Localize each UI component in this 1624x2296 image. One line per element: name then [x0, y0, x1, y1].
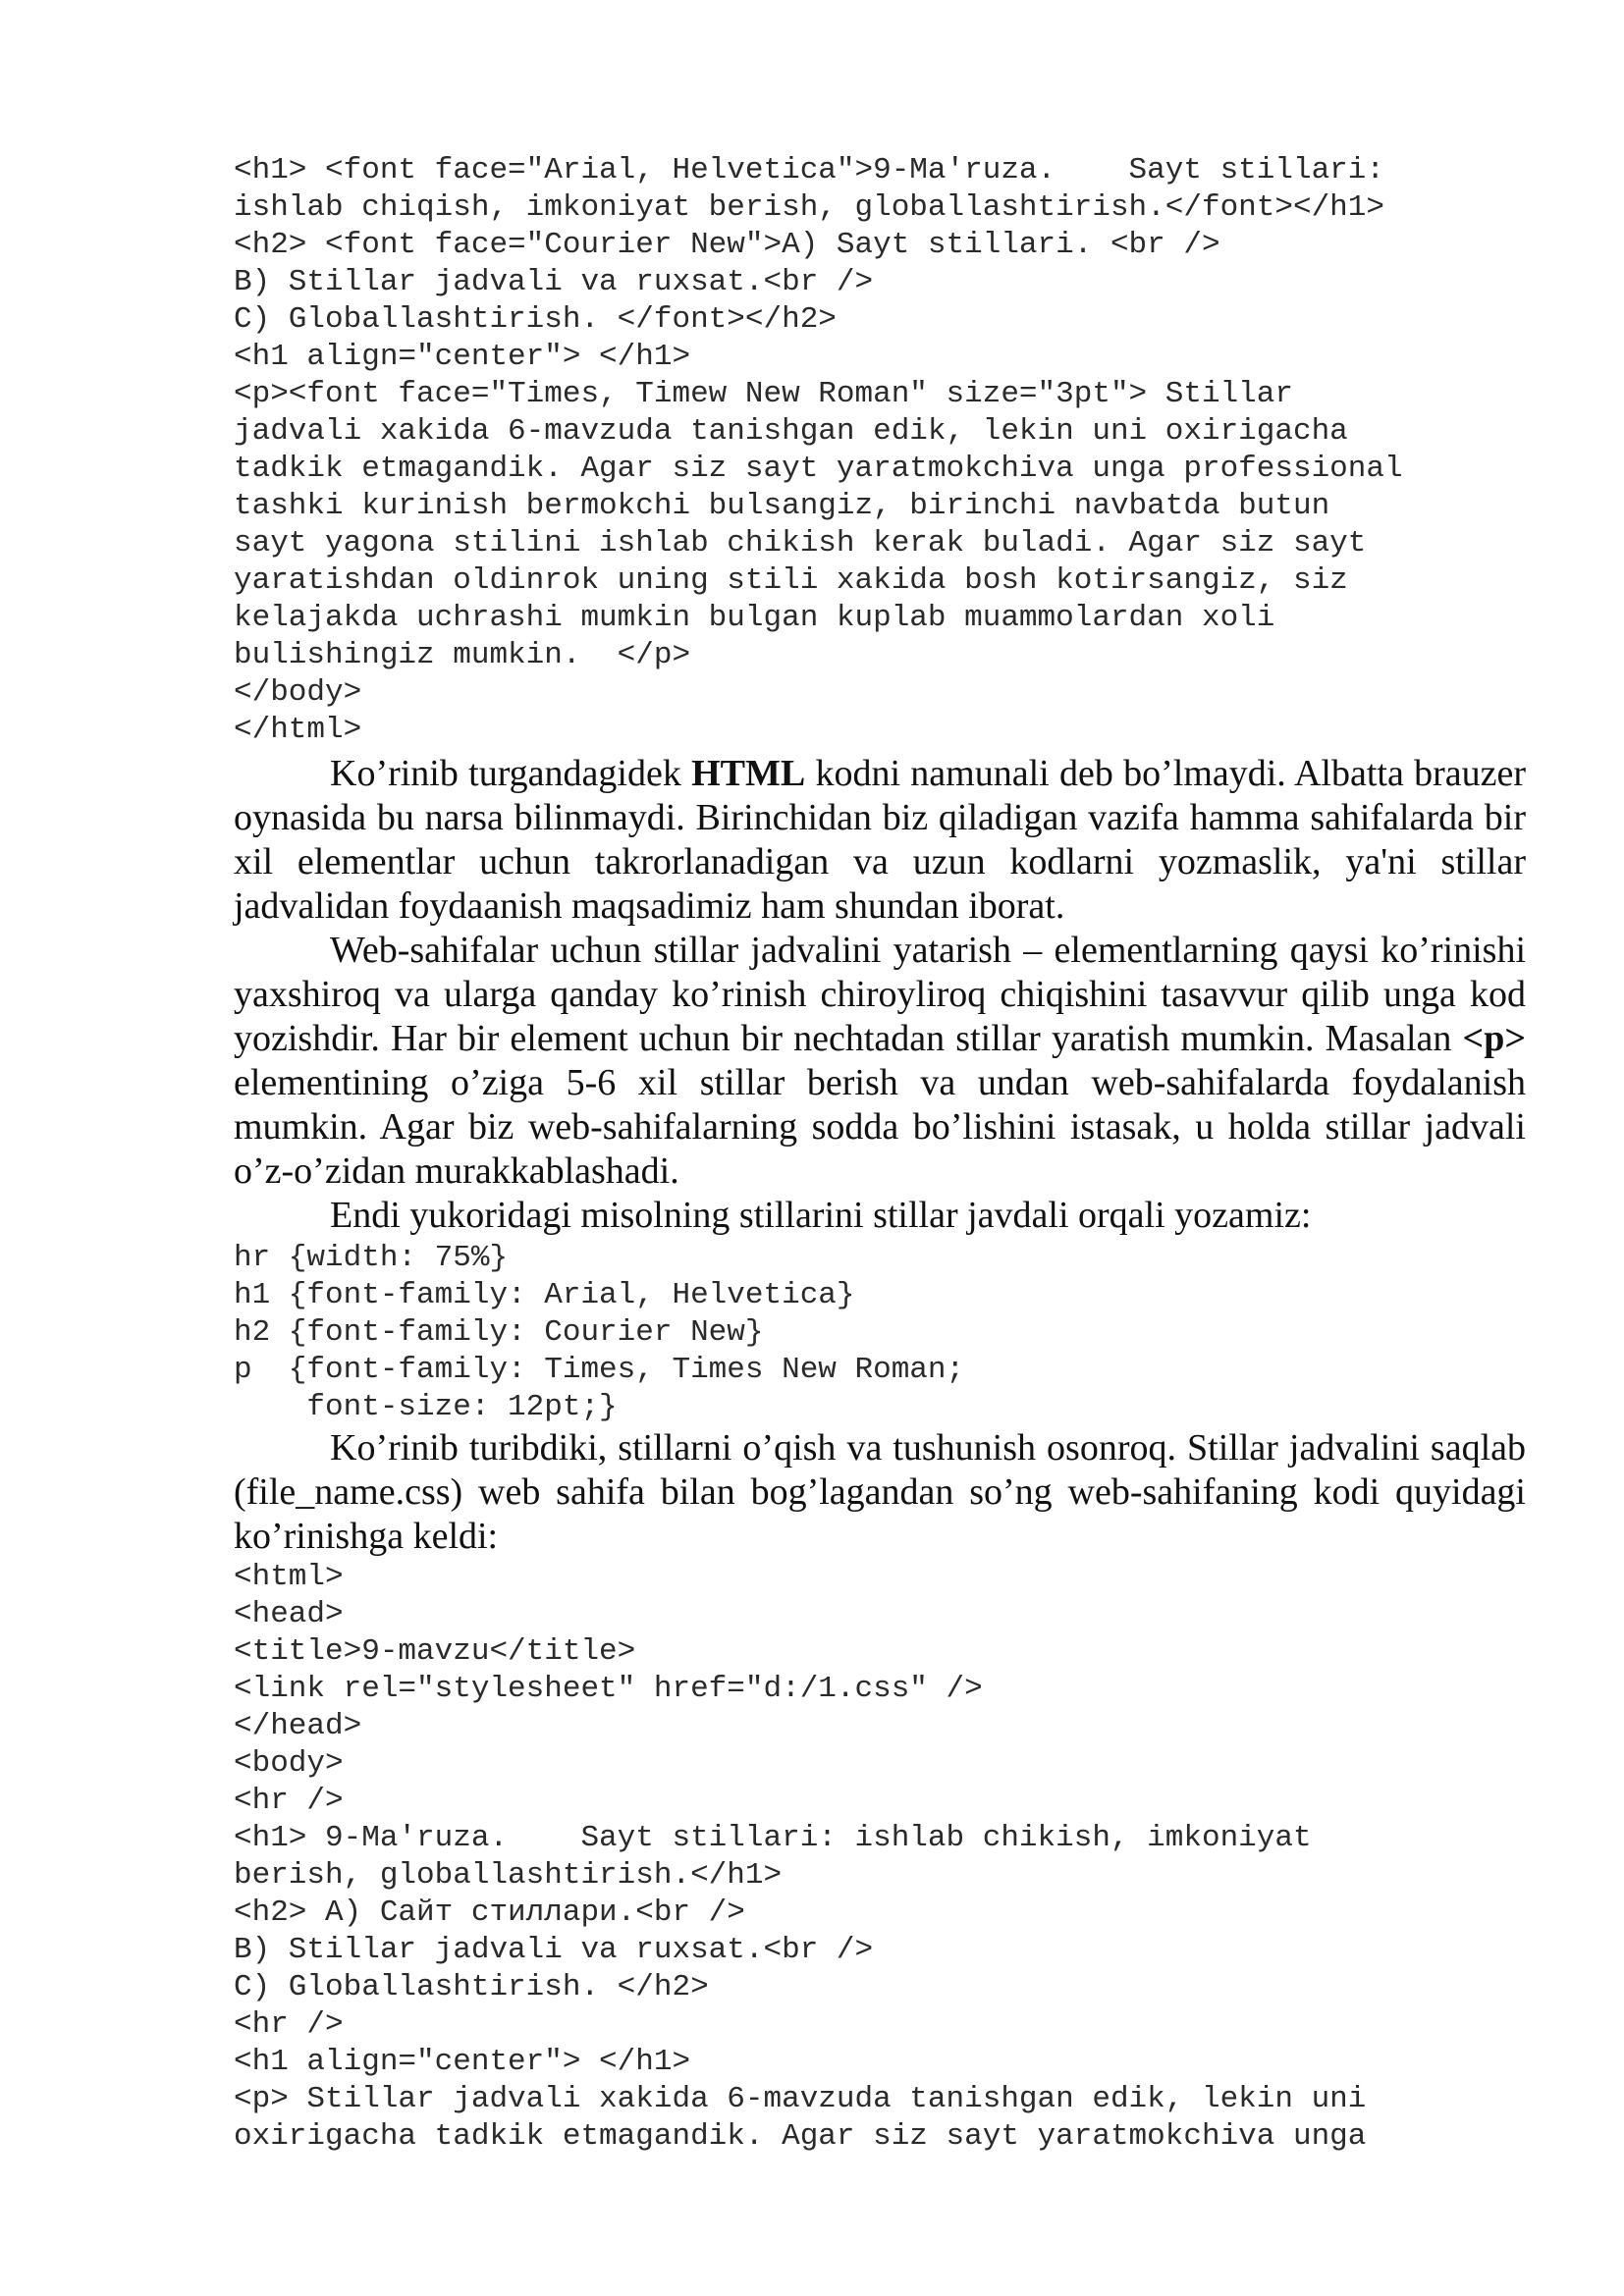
code-line: </head> — [234, 1709, 362, 1743]
code-line: jadvali xakida 6-mavzuda tanishgan edik, lekin uni oxirigacha — [234, 414, 1348, 449]
code-line: h2 {font-family: Courier New} — [234, 1315, 764, 1350]
code-block-html-source — [234, 152, 1526, 749]
code-line: <h2> <font face="Courier New">A) Sayt stillari. <br /> — [234, 228, 1220, 262]
code-line: <link rel="stylesheet" href="d:/1.css" /> — [234, 1672, 983, 1706]
code-line: <h1> 9-Ma'ruza. Sayt stillari: ishlab chikish, imkoniyat — [234, 1821, 1312, 1855]
code-line: <html> — [234, 1560, 344, 1594]
code-line: h1 {font-family: Arial, Helvetica} — [234, 1278, 855, 1312]
code-line: <p> Stillar jadvali xakida 6-mavzuda tanishgan edik, lekin uni — [234, 2082, 1367, 2116]
code-line: font-size: 12pt;} — [234, 1390, 618, 1424]
bold-term: HTML — [691, 753, 806, 794]
code-line: <head> — [234, 1597, 344, 1631]
code-line: bulishingiz mumkin. </p> — [234, 638, 691, 672]
code-line: <h1> <font face="Arial, Helvetica">9-Ma'ruza. Sayt stillari: — [234, 153, 1384, 187]
code-line: B) Stillar jadvali va ruxsat.<br /> — [234, 1933, 874, 1967]
code-line: p {font-family: Times, Times New Roman; — [234, 1353, 965, 1387]
code-line: sayt yagona stilini ishlab chikish kerak buladi. Agar siz sayt — [234, 526, 1367, 561]
code-block-linked-html — [234, 1559, 1526, 2156]
paragraph-css-intro: Endi yukoridagi misolning stillarini stillar javdali orqali yozamiz: — [330, 1195, 1312, 1236]
code-line: C) Globallashtirish. </h2> — [234, 1970, 709, 2004]
code-line: </body> — [234, 675, 362, 710]
code-line: </html> — [234, 713, 362, 747]
code-line: B) Stillar jadvali va ruxsat.<br /> — [234, 265, 874, 299]
paragraph-linked-stylesheet: Ko’rinib turibdiki, stillarni o’qish va tushunish osonroq. Stillar jadvalini saqlab (file_name.css) web sahifa bilan bog’lagandan so’ng web-sahifaning kodi quyidagi ko’rinishga keldi: — [234, 1427, 1526, 1557]
bold-term: <p> — [1462, 1018, 1526, 1059]
code-line: <hr /> — [234, 1784, 344, 1818]
code-line: hr {width: 75%} — [234, 1241, 509, 1275]
document-page — [234, 152, 1526, 2156]
code-line: <p><font face="Times, Timew New Roman" size="3pt"> Stillar — [234, 377, 1293, 411]
code-line: C) Globallashtirish. </font></h2> — [234, 302, 837, 337]
code-line: <h1 align="center"> </h1> — [234, 340, 691, 374]
code-line: <title>9-mavzu</title> — [234, 1634, 636, 1669]
code-line: oxirigacha tadkik etmagandik. Agar siz sayt yaratmokchiva unga — [234, 2119, 1367, 2154]
paragraph-stylesheet-design: Web-sahifalar uchun stillar jadvalini yatarish – elementlarning qaysi ko’rinishi yaxshiroq va ularga qanday ko’rinish chiroyliroq chiqishini tasavvur qilib unga kod yozishdir. Har bir element uchun bir nechtadan stillar yaratish mumkin. Masalan <p> elementining o’ziga 5-6 xil stillar berish va undan web-sahifalarda foydalanish mumkin. Agar biz web-sahifalarning sodda bo’lishini istasak, u holda stillar jadvali o’z-o’zidan murakkablashadi. — [234, 930, 1526, 1192]
paragraph-html-not-exemplary: Ko’rinib turgandagidek HTML kodni namunali deb bo’lmaydi. Albatta brauzer oynasida bu narsa bilinmaydi. Birinchidan biz qiladigan vazifa hamma sahifalarda bir xil elementlar uchun takrorlanadigan va uzun kodlarni yozmaslik, ya'ni stillar jadvalidan foydaanish maqsadimiz ham shundan iborat. — [234, 753, 1526, 927]
code-line: kelajakda uchrashi mumkin bulgan kuplab muammolardan xoli — [234, 601, 1275, 635]
code-line: tashki kurinish bermokchi bulsangiz, birinchi navbatda butun — [234, 489, 1330, 523]
code-line: <h2> A) Сайт стиллари.<br /> — [234, 1896, 745, 1930]
code-line: tadkik etmagandik. Agar siz sayt yaratmokchiva unga professional — [234, 452, 1403, 486]
code-line: <body> — [234, 1746, 344, 1781]
code-block-css — [234, 1240, 1526, 1426]
code-line: berish, globallashtirish.</h1> — [234, 1858, 783, 1893]
code-line: <h1 align="center"> </h1> — [234, 2045, 691, 2079]
code-line: ishlab chiqish, imkoniyat berish, globallashtirish.</font></h1> — [234, 190, 1384, 225]
code-line: yaratishdan oldinrok uning stili xakida bosh kotirsangiz, siz — [234, 563, 1348, 598]
code-line: <hr /> — [234, 2007, 344, 2042]
